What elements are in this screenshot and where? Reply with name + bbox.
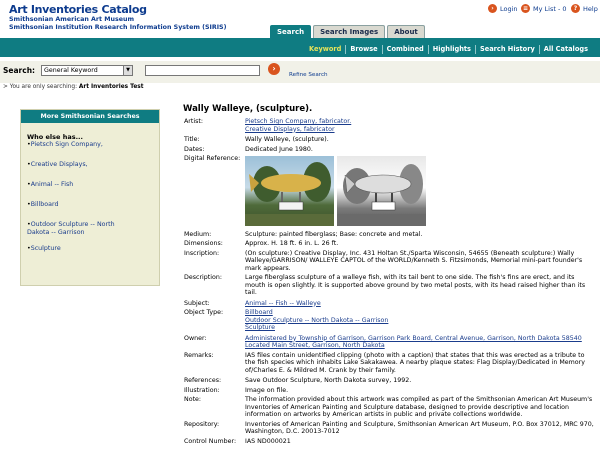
- walleye-photo-icon: [245, 156, 334, 226]
- thumbnail-color-photo[interactable]: [245, 156, 334, 226]
- main-tabs: [270, 25, 427, 38]
- field-note: Note: The information provided about this artwork was compiled as part of the Smithsonian American Art Museum's Inventories of American Painting and Sculpture database, designed to provide descriptive and location information on artworks by American artists in public and private collections worldwide.: [184, 396, 593, 418]
- subnav-combined[interactable]: Combined: [383, 45, 429, 54]
- field-repository: Repository: Inventories of American Painting and Sculpture, Smithsonian American Art Museum, P.O. Box 37012, MRC 970, Washington, D.C. 20013-7012: [184, 420, 594, 435]
- list-item: •Billboard: [27, 201, 59, 208]
- more-searches-panel: [20, 109, 160, 286]
- list-icon: ≡: [522, 5, 529, 12]
- chevron-down-icon: ▼: [123, 66, 132, 75]
- subject-link[interactable]: Animal -- Fish -- Walleye: [245, 299, 321, 307]
- record-title: Wally Walleye, (sculpture).: [183, 104, 313, 114]
- tab-search[interactable]: Search: [270, 25, 311, 38]
- subnav-search-history[interactable]: Search History: [476, 45, 540, 54]
- list-item: •Sculpture: [27, 245, 61, 252]
- field-control-number: Control Number: IAS ND000021: [184, 437, 291, 445]
- field-description: Description: Large fiberglass sculpture of a walleye fish, with its tail bent to one side. The fish's fins are erect, and its mouth is open slightly. It is supported above ground by two metal posts, with its head raised higher than its tail.: [184, 274, 586, 296]
- field-illustration: Illustration: Image on file.: [184, 386, 289, 394]
- object-type-link[interactable]: Billboard: [245, 309, 273, 316]
- owner-link[interactable]: Administered by Township of Garrison, Garrison Park Board, Central Avenue, Garrison, North Dakota 58540 Located Main Street, Garrison, North Dakota: [245, 334, 582, 349]
- list-item: •Outdoor Sculpture -- North Dakota -- Garrison: [27, 221, 115, 236]
- field-subject: Subject: Animal -- Fish -- Walleye: [184, 300, 594, 308]
- field-object-type: Object Type: Billboard Outdoor Sculpture -- North Dakota -- Garrison Sculpture: [184, 309, 594, 332]
- list-item: •Pietsch Sign Company,: [27, 141, 103, 148]
- field-dimensions: Dimensions: Approx. H. 18 ft. 6 in. L. 26 ft.: [184, 240, 339, 247]
- subnav-all-catalogs[interactable]: All Catalogs: [543, 45, 588, 53]
- search-scope: > You are only searching: Art Inventories Test: [3, 84, 144, 90]
- tab-about[interactable]: About: [387, 25, 425, 38]
- refine-search-link[interactable]: Refine Search: [289, 72, 328, 78]
- header: [0, 0, 600, 38]
- field-artist: Artist: Pietsch Sign Company, fabricator. Creative Displays, fabricator: [184, 118, 594, 133]
- field-dates: Dates: Dedicated June 1980.: [184, 145, 313, 153]
- search-type-select[interactable]: General Keyword ▼: [41, 65, 133, 76]
- help-icon: ?: [571, 4, 580, 13]
- field-medium: Medium: Sculpture: painted fiberglass; Base: concrete and metal.: [184, 230, 423, 238]
- who-else-heading: Who else has...: [27, 133, 83, 141]
- digital-images: [245, 156, 594, 226]
- subnav-highlights[interactable]: Highlights: [429, 45, 476, 54]
- subnav-browse[interactable]: Browse: [346, 45, 382, 54]
- walleye-bw-photo-icon: [337, 156, 426, 226]
- more-searches-header: More Smithsonian Searches: [21, 110, 159, 123]
- login-icon: ›: [488, 4, 497, 13]
- help-link[interactable]: ? Help: [571, 4, 598, 13]
- field-references: References: Save Outdoor Sculpture, North Dakota survey, 1992.: [184, 377, 412, 384]
- app-subtitle-siris: Smithsonian Institution Research Information System (SIRIS): [9, 24, 227, 31]
- tab-search-images[interactable]: Search Images: [313, 25, 385, 38]
- artist-link[interactable]: Creative Displays, fabricator: [245, 125, 335, 133]
- my-list-link[interactable]: ≡ My List - 0: [522, 4, 567, 13]
- field-inscription: Inscription: (On sculpture:) Creative Display, Inc. 431 Holtan St./Sparta Wisconsin, 54655 (Beneath sculpture:) Wally Walleye/GARRISON/ WALLEYE CAPTOL of the WORLD/Kenneth S. Fitzsimonds, Memorial mini-part founder's mark appears.: [184, 249, 583, 272]
- login-link[interactable]: › Login: [488, 4, 518, 13]
- thumbnail-bw-photo[interactable]: [337, 156, 426, 226]
- search-subnav: [0, 42, 600, 57]
- search-label: Search:: [3, 66, 36, 75]
- search-input[interactable]: [145, 65, 260, 76]
- app-title[interactable]: Art Inventories Catalog: [9, 3, 147, 16]
- field-owner: Owner: Administered by Township of Garrison, Garrison Park Board, Central Avenue, Garrison, North Dakota 58540 Located Main Street, Garrison, North Dakota: [184, 335, 594, 350]
- search-go-button[interactable]: ›: [268, 63, 280, 75]
- list-item: •Creative Displays,: [27, 161, 88, 168]
- field-remarks: Remarks: IAS files contain unidentified clipping (photo with a caption) that states that this was erected as a tribute to the fish species which inhabits Lake Sakakawea. A nearby plaque states: Flag Display/Dedicated in Memory of/Charles E. & Mildred M. Crank by their family.: [184, 351, 585, 374]
- subnav-keyword[interactable]: Keyword: [305, 45, 346, 54]
- who-else-list: [27, 141, 159, 253]
- object-type-link[interactable]: Outdoor Sculpture -- North Dakota -- Garrison: [245, 316, 389, 324]
- record-details: [184, 118, 594, 445]
- object-type-link[interactable]: Sculpture: [245, 324, 275, 331]
- field-title: Title: Wally Walleye, (sculpture).: [184, 136, 329, 143]
- artist-link[interactable]: Pietsch Sign Company, fabricator.: [245, 118, 352, 125]
- list-item: •Animal -- Fish: [27, 181, 74, 188]
- app-subtitle-museum: Smithsonian American Art Museum: [9, 16, 135, 23]
- search-bar: [0, 61, 600, 83]
- field-digital-reference: Digital Reference:: [184, 155, 241, 162]
